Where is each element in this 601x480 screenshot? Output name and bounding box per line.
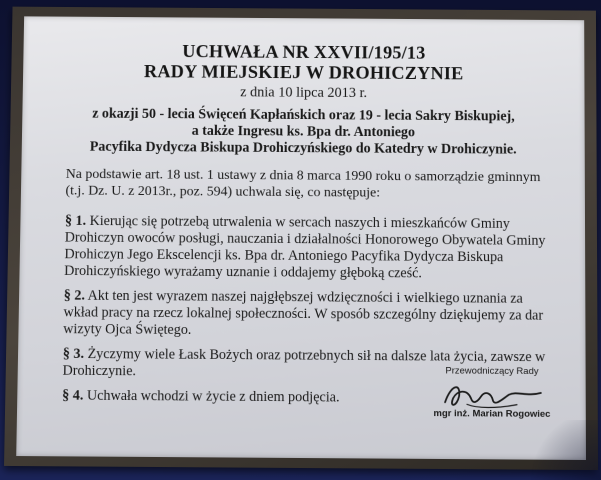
section-2-number: § 2. bbox=[63, 287, 86, 304]
resolution-date: z dnia 10 lipca 2013 r. bbox=[240, 84, 368, 101]
occasion-line2: a także Ingresu ks. Bpa dr. Antoniego bbox=[191, 123, 416, 141]
occasion-line3: Pacyfika Dydycza Biskupa Drohiczyńskiego do Katedry w Drohiczynie. bbox=[89, 138, 517, 158]
resolution-title-line1: UCHWAŁA NR XXVII/195/13 bbox=[182, 42, 426, 64]
resolution-header bbox=[23, 41, 585, 103]
corner-shadow bbox=[521, 420, 601, 480]
signature-block bbox=[422, 365, 562, 420]
section-4-number: § 4. bbox=[62, 387, 84, 404]
legal-basis-paragraph: Na podstawie art. 18 ust. 1 ustawy z dnia 8 marca 1990 roku o samorządzie gminnym (t.j. Dz. U. z 2013r., poz. 594) uchwala się, co następuje: bbox=[65, 167, 541, 201]
section-1 bbox=[64, 213, 555, 283]
signatory-title: Przewodniczący Rady bbox=[445, 365, 539, 378]
section-3-text: Życzymy wiele Łask Bożych oraz potrzebnych sił na dalsze lata życia, zawsze w Drohiczynie. bbox=[62, 346, 546, 380]
section-1-number: § 1. bbox=[64, 213, 87, 229]
section-2 bbox=[63, 288, 556, 342]
plaque-plate bbox=[16, 16, 586, 460]
plaque-frame bbox=[4, 7, 598, 470]
signatory-name: mgr inż. Marian Rogowiec bbox=[433, 408, 551, 420]
occasion-block bbox=[22, 105, 585, 159]
section-4-text: Uchwała wchodzi w życie z dniem podjęcia. bbox=[86, 387, 340, 406]
resolution-title-line2: RADY MIEJSKIEJ W DROHICZYNIE bbox=[143, 62, 464, 85]
section-2-text: Akt ten jest wyrazem naszej najgłębszej wdzięczności i wielkiego uznania za wkład pracy na rzecz lokalnej społeczności. W sposób szczególny dziękujemy za dar wizyty Ojca Świętego. bbox=[63, 287, 544, 338]
section-1-text: Kierując się potrzebą utrwalenia w sercach naszych i mieszkańców Gminy Drohiczyn owoców posługi, nauczania i działalności Honorowego Obywatela Gminy Drohiczyn Jego Ekscelencji ks. Bpa dr. Antoniego Pacyfika Dydycza Biskupa Drohiczyńskiego wyrażamy uznanie i oddajemy głęboką cześć. bbox=[64, 213, 546, 282]
occasion-line1: z okazji 50 - lecia Święceń Kapłańskich oraz 19 - lecia Sakry Biskupiej, bbox=[92, 105, 515, 125]
section-3-number: § 3. bbox=[62, 345, 85, 362]
